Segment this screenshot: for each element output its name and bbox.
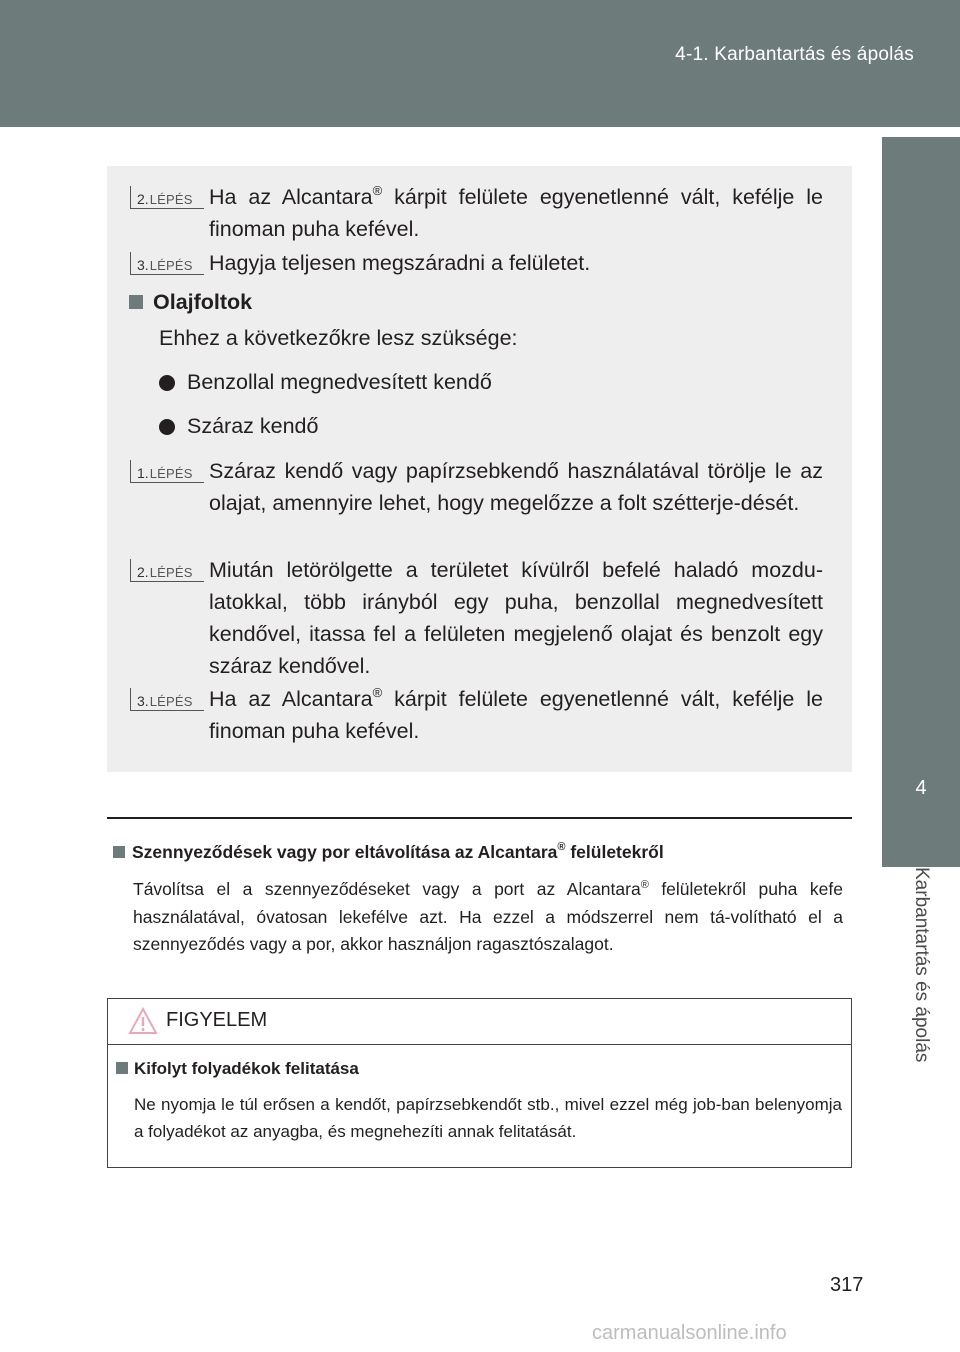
step-badge: 3. LÉPÉS xyxy=(130,688,204,711)
step-badge: 1. LÉPÉS xyxy=(130,460,204,483)
step-item xyxy=(130,181,823,245)
square-bullet-icon xyxy=(129,295,143,309)
warning-title: FIGYELEM xyxy=(166,1009,268,1031)
subsection-heading: Olajfoltok xyxy=(129,290,252,315)
step-text: Ha az Alcantara® kárpit felülete egyenetlenné vált, kefélje le finoman puha kefével. xyxy=(209,685,823,743)
list-item: Benzollal megnedvesített kendő xyxy=(159,370,492,395)
section-divider xyxy=(107,817,852,819)
step-badge: 2. LÉPÉS xyxy=(130,186,204,209)
chapter-tab xyxy=(882,127,960,1352)
bullet-dot-icon xyxy=(159,419,175,435)
warning-body: Ne nyomja le túl erősen a kendőt, papírzsebkendőt stb., mivel ezzel még job-ban belenyomja a folyadékot az anyagba, és megnehezíti annak felitatását. xyxy=(134,1095,842,1141)
chapter-title: Karbantartás és ápolás xyxy=(911,867,932,1063)
list-item: Száraz kendő xyxy=(159,414,318,439)
step-text: Miután letörölgette a területet kívülről befelé haladó mozdu-latokkal, több irányból egy puha, benzollal megnedvesített kendővel, itassa fel a felületen megjelenő olajat és benzolt egy száraz kendővel. xyxy=(209,558,823,678)
step-item xyxy=(130,683,823,747)
step-item xyxy=(130,554,823,682)
warning-triangle-icon xyxy=(128,1007,158,1035)
page-header xyxy=(0,0,960,127)
warning-box xyxy=(107,998,852,1168)
step-text: Száraz kendő vagy papírzsebkendő használatával törölje le az olajat, amennyire lehet, hogy megelőzze a folt szétterje-dését. xyxy=(209,459,823,515)
section-heading: Szennyeződések vagy por eltávolítása az Alcantara® felületekről xyxy=(113,842,664,863)
step-badge: 3. LÉPÉS xyxy=(130,252,204,275)
section-body: Távolítsa el a szennyeződéseket vagy a port az Alcantara® felületekről puha kefe használatával, óvatosan lekefélve azt. Ha ezzel a módszerrel nem tá-volítható el a szennyeződés vagy a por, akkor használjon ragasztószalagot. xyxy=(133,879,843,954)
step-badge: 2. LÉPÉS xyxy=(130,559,204,582)
intro-text: Ehhez a következőkre lesz szüksége: xyxy=(159,326,518,350)
step-text: Ha az Alcantara® kárpit felülete egyenetlenné vált, kefélje le finoman puha kefével. xyxy=(209,183,823,241)
watermark: carmanualsonline.info xyxy=(592,1322,787,1344)
square-bullet-icon xyxy=(116,1062,128,1074)
step-text: Hagyja teljesen megszáradni a felületet. xyxy=(209,251,591,275)
chapter-number-box xyxy=(882,137,960,867)
warning-title-row xyxy=(108,999,851,1045)
chapter-number: 4 xyxy=(915,777,927,799)
warning-heading: Kifolyt folyadékok felitatása xyxy=(116,1059,359,1079)
bullet-dot-icon xyxy=(159,375,175,391)
square-bullet-icon xyxy=(113,846,125,858)
step-item xyxy=(130,455,823,519)
step-item xyxy=(130,247,823,279)
page-number: 317 xyxy=(830,1274,864,1296)
section-title: 4-1. Karbantartás és ápolás xyxy=(675,44,914,65)
